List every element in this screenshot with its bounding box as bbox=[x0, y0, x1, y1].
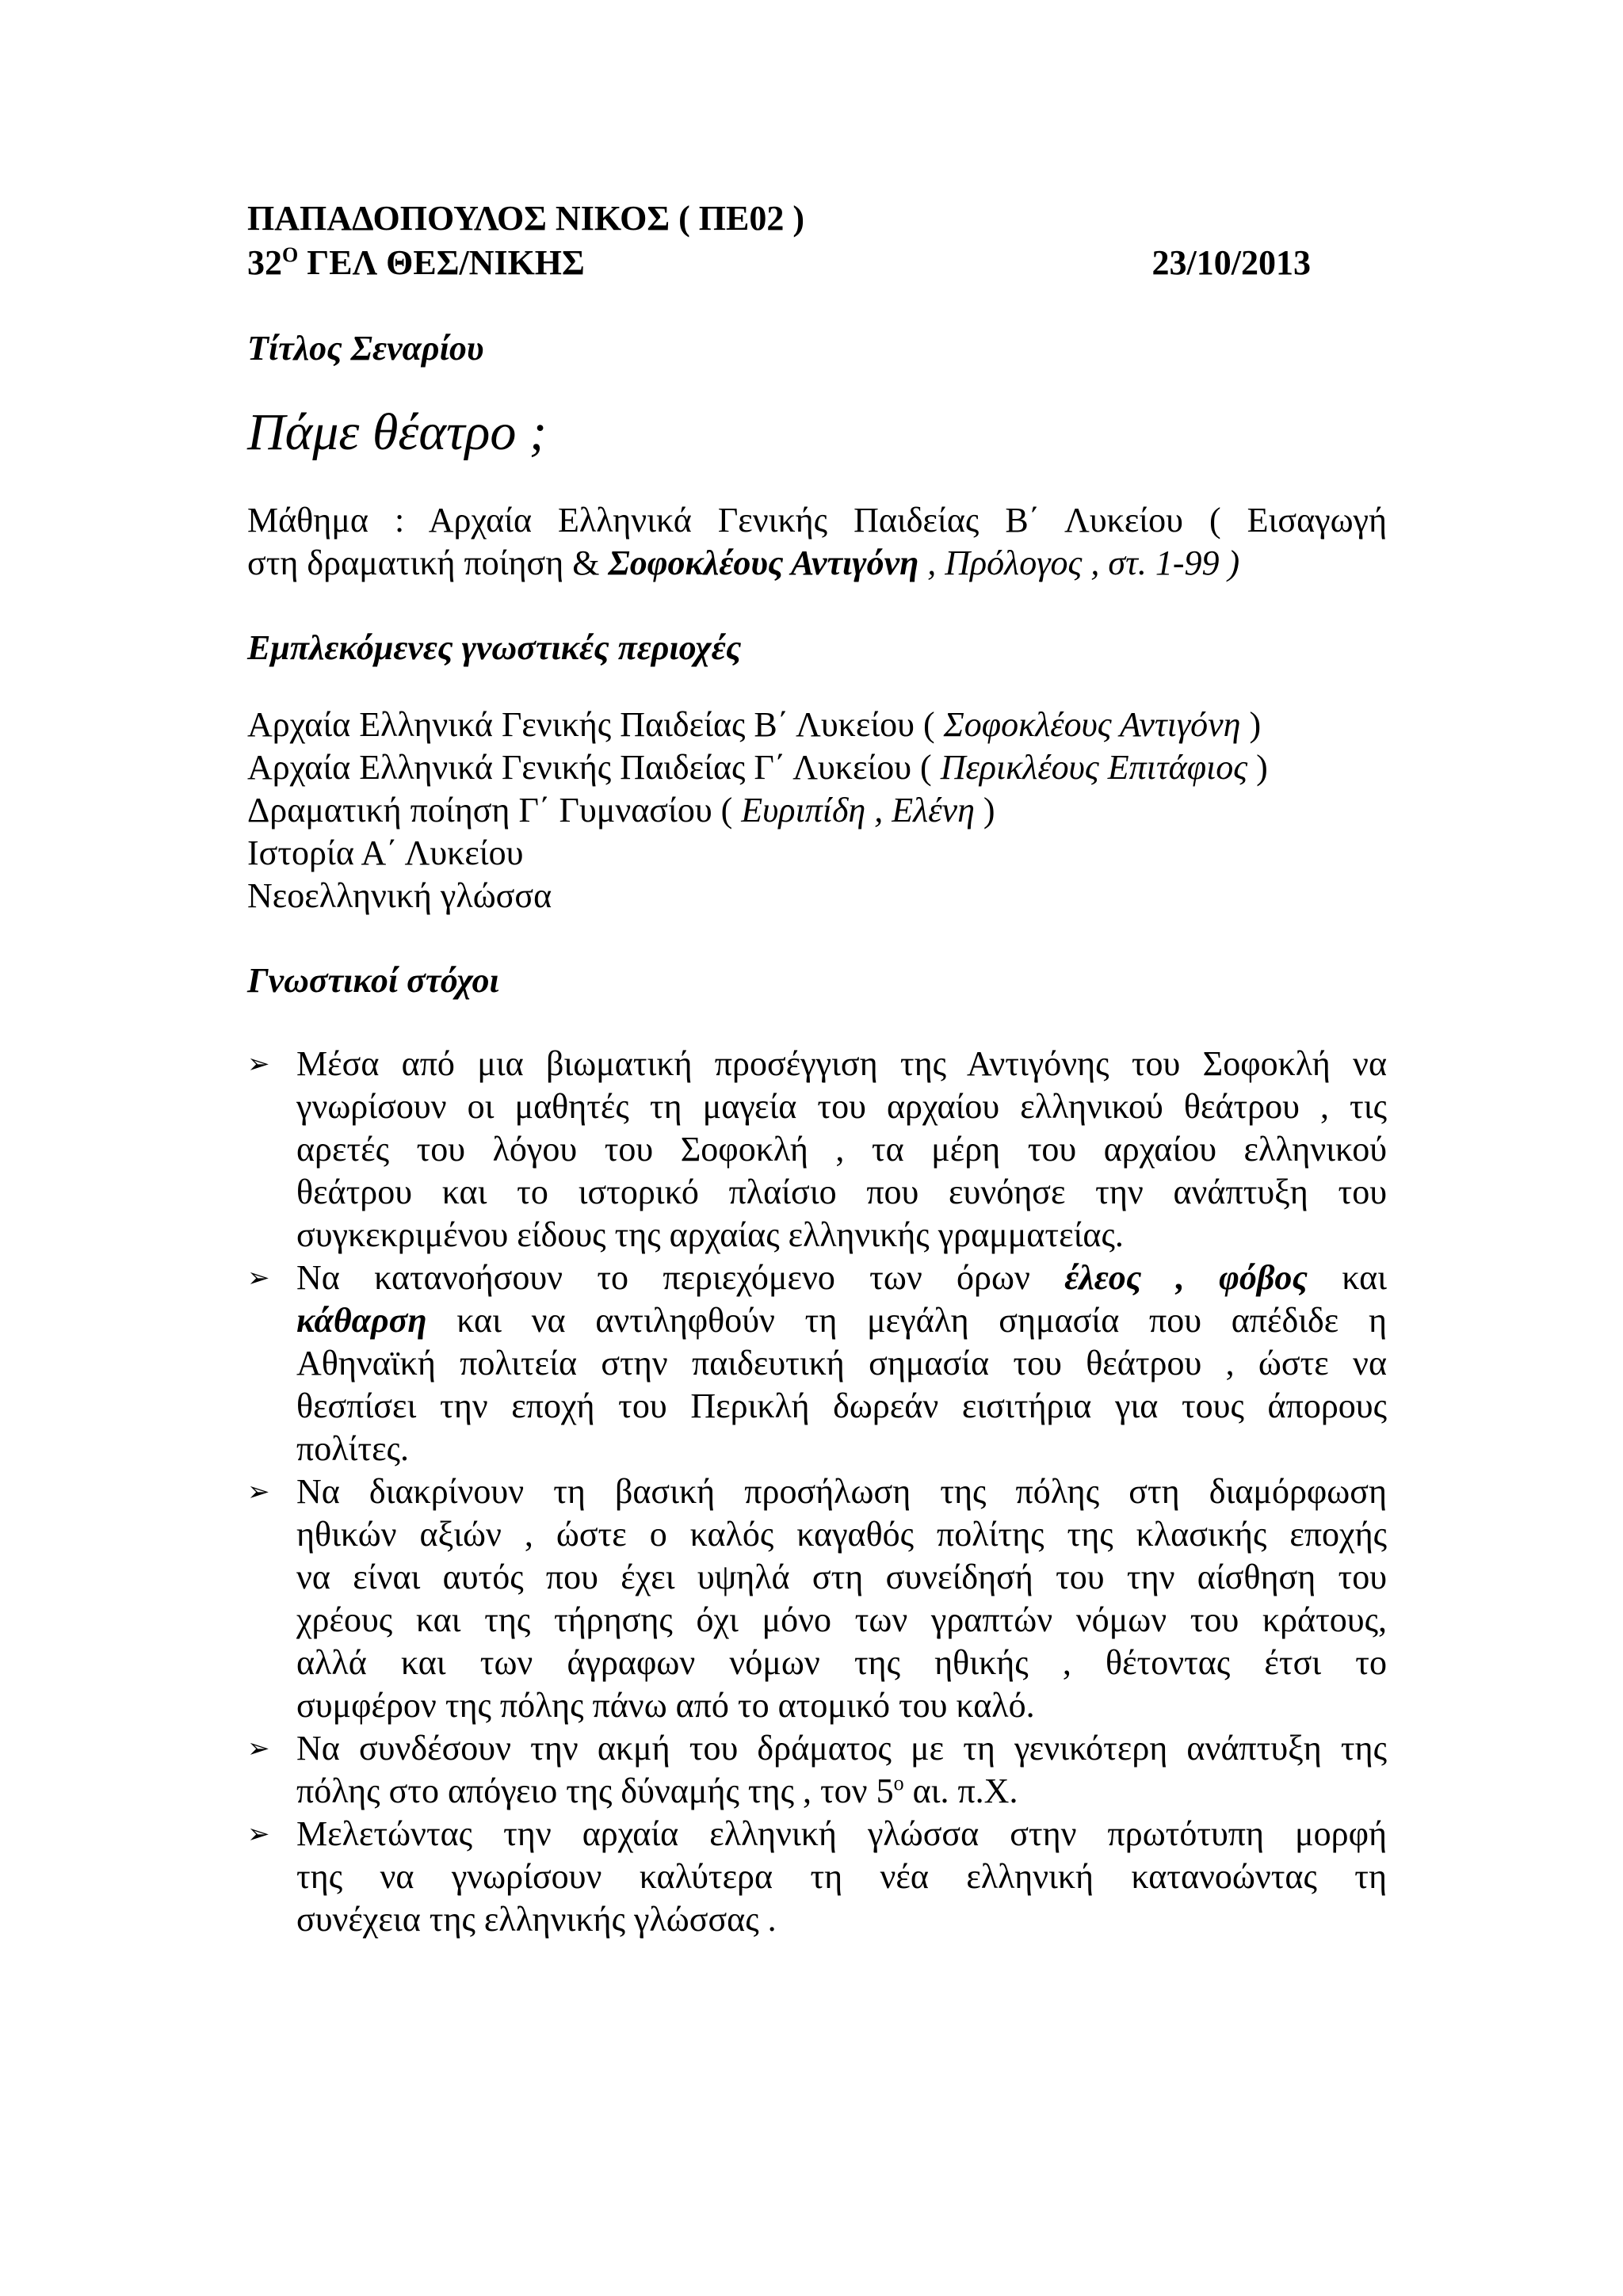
scenario-title: Πάμε θέατρο ; bbox=[247, 403, 547, 461]
arrowhead-bullet-icon: ➢ bbox=[247, 1048, 270, 1080]
school-line bbox=[247, 241, 1387, 285]
objective-line: Μελετώντας την αρχαία ελληνική γλώσσα στην πρωτότυπη μορφή bbox=[296, 1814, 1387, 1853]
area-item-text: Δραματική ποίηση Γ΄ Γυμνασίου ( bbox=[247, 791, 742, 830]
area-item-text: Αρχαία Ελληνικά Γενικής Παιδείας Β΄ Λυκείου ( bbox=[247, 705, 944, 744]
area-item bbox=[247, 789, 1387, 832]
area-item-text: Ιστορία Α΄ Λυκείου bbox=[247, 833, 524, 872]
document-date: 23/10/2013 bbox=[1151, 243, 1311, 282]
objectives-label: Γνωστικοί στόχοι bbox=[247, 961, 499, 1000]
objective-line: συγκεκριμένου είδους της αρχαίας ελληνικής γραμματείας. bbox=[296, 1215, 1124, 1254]
objective-term: κάθαρση bbox=[296, 1301, 427, 1340]
objective-item bbox=[247, 1043, 1387, 1257]
school-number: 32 bbox=[247, 243, 282, 282]
lesson-paragraph bbox=[247, 499, 1387, 585]
area-item bbox=[247, 875, 1387, 917]
objective-line bbox=[296, 1257, 1387, 1299]
areas-list bbox=[247, 704, 1387, 917]
objective-line: ηθικών αξιών , ώστε ο καλός καγαθός πολίτης της κλασικής εποχής bbox=[296, 1515, 1387, 1554]
lesson-work-title: Σοφοκλέους Αντιγόνη bbox=[608, 543, 919, 582]
objective-line: συνέχεια της ελληνικής γλώσσας . bbox=[296, 1900, 777, 1939]
objective-text: πόλης στο απόγειο της δύναμής της , τον 5 bbox=[296, 1772, 894, 1810]
objective-text: και bbox=[1307, 1258, 1387, 1297]
area-item bbox=[247, 704, 1387, 746]
objectives-list bbox=[247, 1043, 1387, 1941]
arrowhead-bullet-icon: ➢ bbox=[247, 1262, 270, 1294]
objective-item bbox=[247, 1257, 1387, 1470]
arrowhead-bullet-icon: ➢ bbox=[247, 1733, 270, 1764]
objective-line bbox=[296, 1299, 1387, 1342]
author-line bbox=[247, 196, 1387, 241]
school-name: ΓΕΛ ΘΕΣ/ΝΙΚΗΣ bbox=[298, 243, 585, 282]
objective-term: έλεος , φόβος bbox=[1064, 1258, 1308, 1297]
objective-line: χρέους και της τήρησης όχι μόνο των γραπτών νόμων του κράτους, bbox=[296, 1600, 1387, 1639]
area-item-tail: ) bbox=[1247, 748, 1268, 787]
objective-item bbox=[247, 1813, 1387, 1941]
arrowhead-bullet-icon: ➢ bbox=[247, 1476, 270, 1508]
objective-line: Αθηναϊκή πολιτεία στην παιδευτική σημασία του θεάτρου , ώστε να bbox=[296, 1344, 1387, 1383]
objective-line: της να γνωρίσουν καλύτερα τη νέα ελληνική κατανοώντας τη bbox=[296, 1857, 1387, 1896]
objective-text: αι. π.Χ. bbox=[903, 1772, 1018, 1810]
area-item-italic: Ευριπίδη , Ελένη bbox=[741, 791, 975, 830]
objective-line: να είναι αυτός που έχει υψηλά στη συνείδησή του την αίσθηση του bbox=[296, 1558, 1387, 1596]
objective-line: πολίτες. bbox=[296, 1429, 409, 1468]
objective-line: αρετές του λόγου του Σοφοκλή , τα μέρη του αρχαίου ελληνικού bbox=[296, 1130, 1387, 1169]
objective-line: γνωρίσουν οι μαθητές τη μαγεία του αρχαίου ελληνικού θεάτρου , τις bbox=[296, 1087, 1387, 1126]
area-item-text: Νεοελληνική γλώσσα bbox=[247, 876, 552, 915]
area-item-tail: ) bbox=[1240, 705, 1262, 744]
area-item-text: Αρχαία Ελληνικά Γενικής Παιδείας Γ΄ Λυκείου ( bbox=[247, 748, 941, 787]
objective-line bbox=[296, 1770, 1387, 1813]
objective-line: Μέσα από μια βιωματική προσέγγιση της Αντιγόνης του Σοφοκλή να bbox=[296, 1044, 1387, 1083]
area-item-italic: Σοφοκλέους Αντιγόνη bbox=[943, 705, 1241, 744]
objective-line: θεσπίσει την εποχή του Περικλή δωρεάν εισιτήρια για τους άπορους bbox=[296, 1386, 1387, 1425]
scenario-label: Τίτλος Σεναρίου bbox=[247, 329, 484, 368]
area-item-italic: Περικλέους Επιτάφιος bbox=[940, 748, 1248, 787]
areas-label: Εμπλεκόμενες γνωστικές περιοχές bbox=[247, 628, 742, 667]
lesson-passage: , Πρόλογος , στ. 1-99 ) bbox=[918, 543, 1240, 582]
lesson-line-2-text: στη δραματική ποίηση & bbox=[247, 543, 609, 582]
area-item bbox=[247, 746, 1387, 789]
objective-line: θεάτρου και το ιστορικό πλαίσιο που ευνόησε την ανάπτυξη του bbox=[296, 1173, 1387, 1211]
area-item bbox=[247, 832, 1387, 875]
objective-line: συμφέρον της πόλης πάνω από το ατομικό του καλό. bbox=[296, 1686, 1035, 1725]
school-superscript: Ο bbox=[282, 243, 299, 266]
document-page bbox=[247, 196, 1387, 1941]
objective-line: Να διακρίνουν τη βασική προσήλωση της πόλης στη διαμόρφωση bbox=[296, 1472, 1387, 1511]
area-item-tail: ) bbox=[974, 791, 995, 830]
arrowhead-bullet-icon: ➢ bbox=[247, 1818, 270, 1850]
author-name: ΠΑΠΑΔΟΠΟΥΛΟΣ ΝΙΚΟΣ ( ΠΕ02 ) bbox=[247, 199, 805, 238]
lesson-line-1: Μάθημα : Αρχαία Ελληνικά Γενικής Παιδείας Β΄ Λυκείου ( Εισαγωγή bbox=[247, 501, 1387, 540]
objective-superscript: ο bbox=[893, 1772, 904, 1794]
objective-line: αλλά και των άγραφων νόμων της ηθικής , θέτοντας έτσι το bbox=[296, 1643, 1387, 1682]
lesson-line-2 bbox=[247, 542, 1387, 585]
objective-line: Να συνδέσουν την ακμή του δράματος με τη γενικότερη ανάπτυξη της bbox=[296, 1729, 1387, 1768]
objective-text: και να αντιληφθούν τη μεγάλη σημασία που απέδιδε η bbox=[426, 1301, 1387, 1340]
objective-item bbox=[247, 1470, 1387, 1727]
objective-item bbox=[247, 1727, 1387, 1813]
objective-text: Να κατανοήσουν το περιεχόμενο των όρων bbox=[296, 1258, 1065, 1297]
